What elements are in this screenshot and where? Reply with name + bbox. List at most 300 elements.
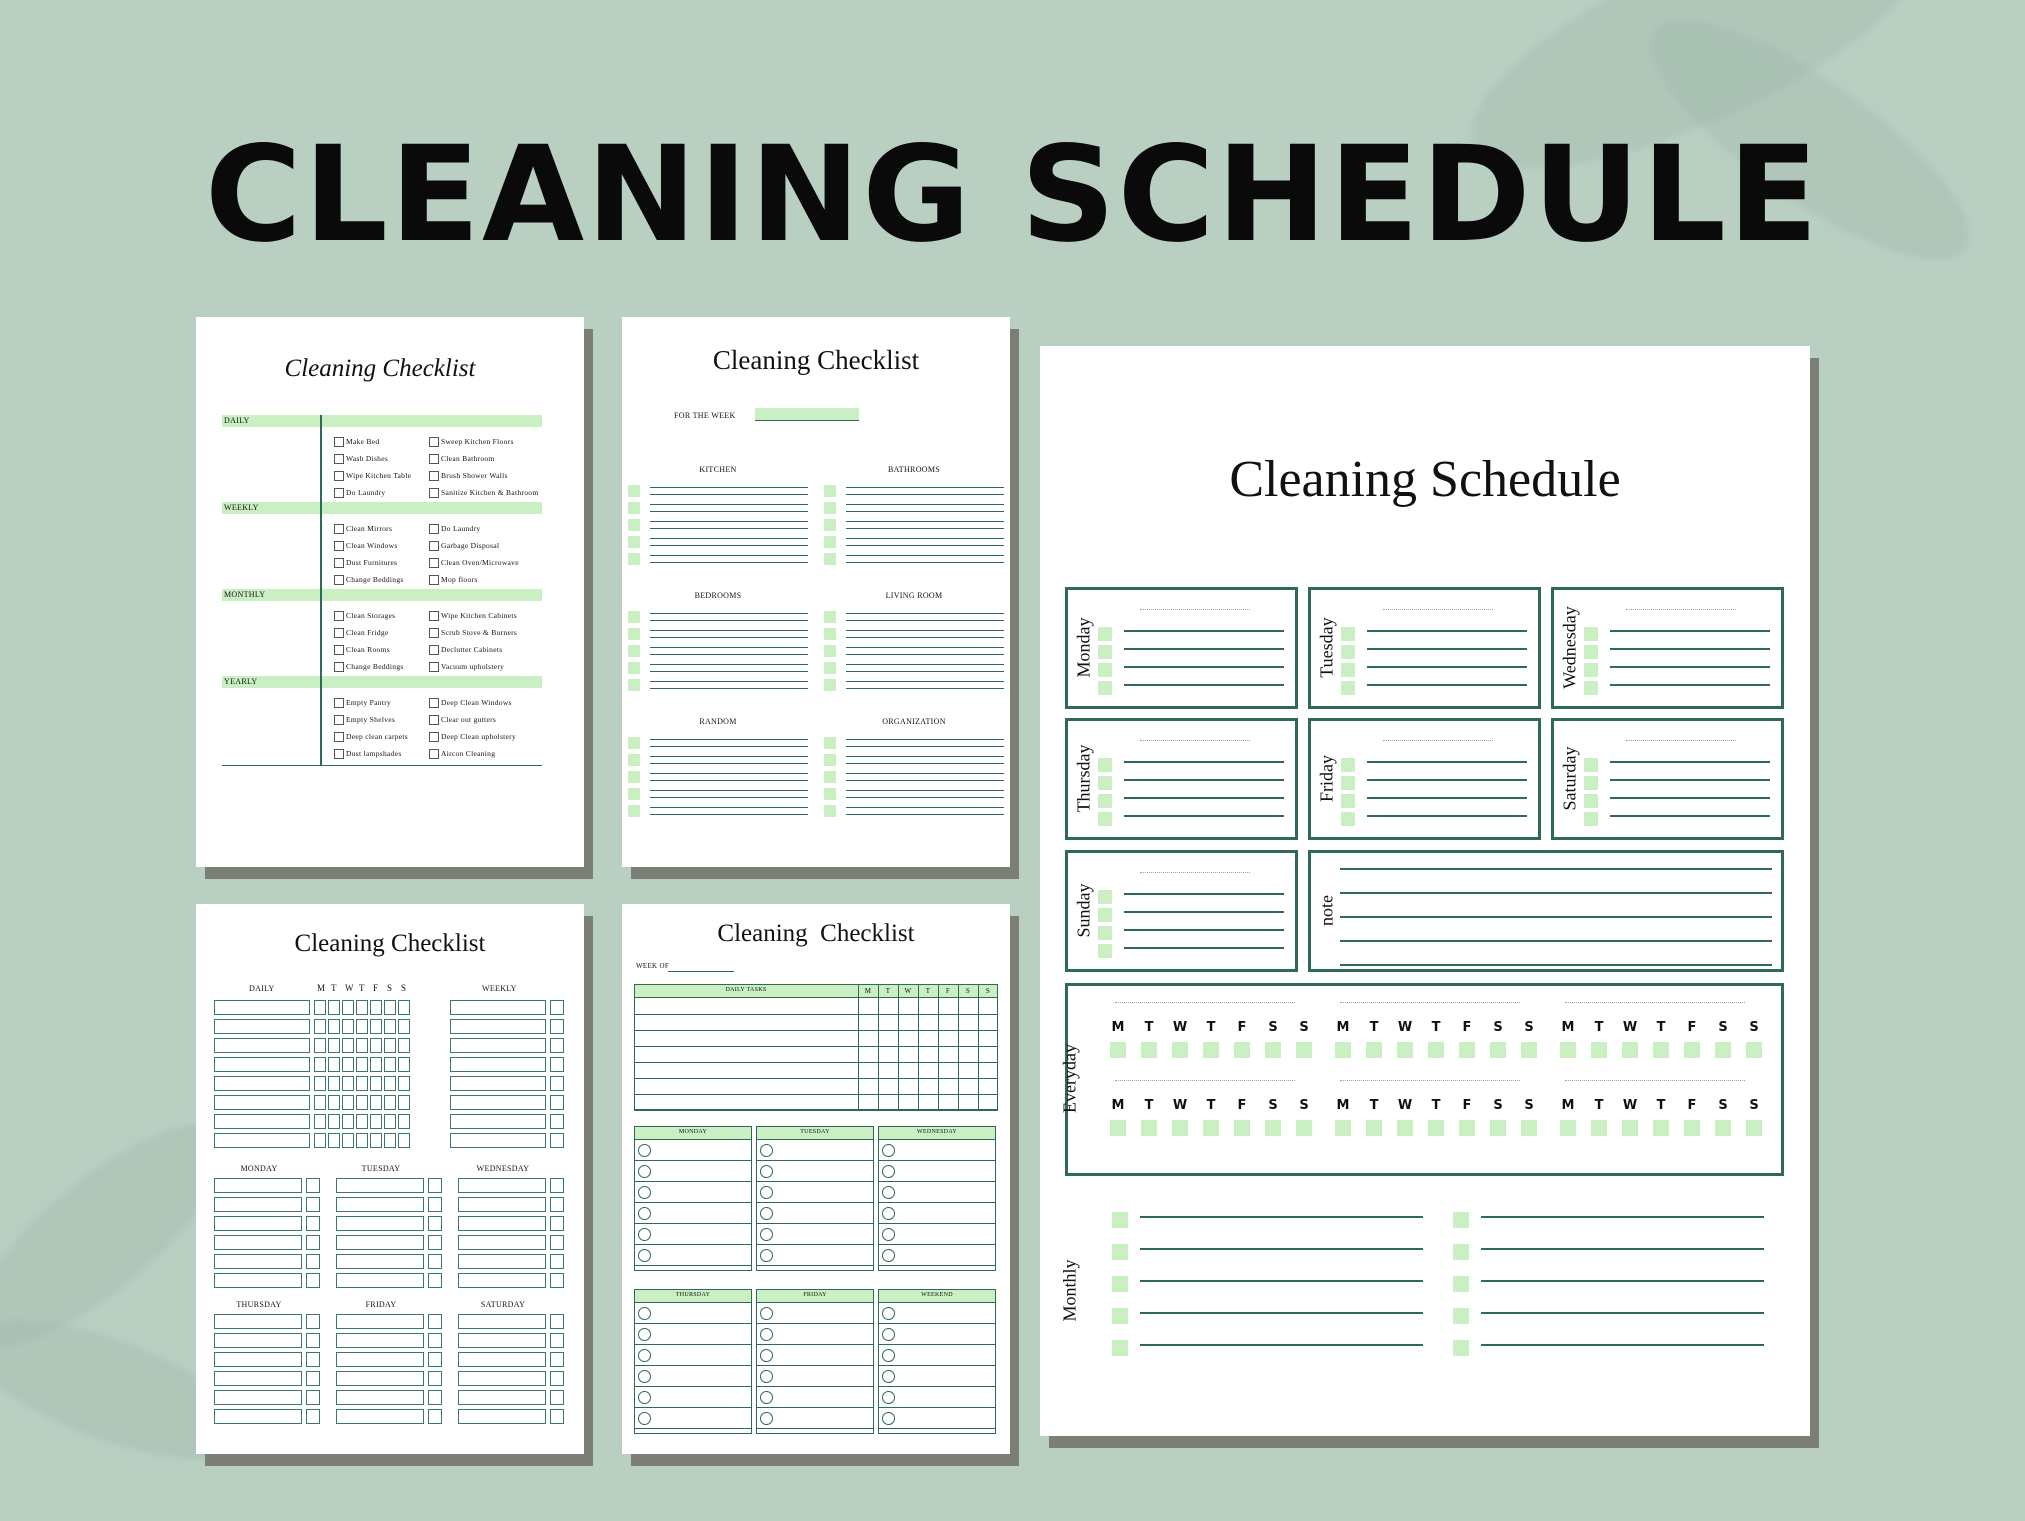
checkbox-square[interactable] bbox=[1341, 627, 1355, 641]
checkbox-square[interactable] bbox=[1098, 794, 1112, 808]
checkbox[interactable] bbox=[306, 1273, 320, 1288]
day-checkbox[interactable] bbox=[398, 1000, 410, 1015]
checkbox[interactable] bbox=[306, 1409, 320, 1424]
checkbox[interactable] bbox=[429, 541, 439, 551]
day-checkbox[interactable] bbox=[370, 1038, 382, 1053]
task-field[interactable] bbox=[336, 1235, 424, 1250]
checkbox[interactable] bbox=[334, 662, 344, 672]
task-field[interactable] bbox=[336, 1254, 424, 1269]
task-field[interactable] bbox=[214, 1038, 310, 1053]
checkbox-square[interactable] bbox=[824, 662, 836, 674]
checkbox-square[interactable] bbox=[1453, 1212, 1469, 1228]
everyday-checkbox[interactable] bbox=[1684, 1120, 1700, 1136]
checkbox[interactable] bbox=[334, 558, 344, 568]
everyday-checkbox[interactable] bbox=[1591, 1120, 1607, 1136]
checkbox-square[interactable] bbox=[628, 628, 640, 640]
checkbox[interactable] bbox=[306, 1235, 320, 1250]
checkbox-square[interactable] bbox=[1584, 681, 1598, 695]
checkbox-square[interactable] bbox=[1584, 776, 1598, 790]
everyday-checkbox[interactable] bbox=[1141, 1042, 1157, 1058]
day-checkbox[interactable] bbox=[398, 1038, 410, 1053]
checkbox-square[interactable] bbox=[1453, 1244, 1469, 1260]
task-field[interactable] bbox=[458, 1371, 546, 1386]
task-circle[interactable] bbox=[638, 1307, 651, 1320]
task-circle[interactable] bbox=[638, 1228, 651, 1241]
checkbox[interactable] bbox=[334, 524, 344, 534]
day-checkbox[interactable] bbox=[328, 1076, 340, 1091]
day-checkbox[interactable] bbox=[398, 1019, 410, 1034]
weekly-checkbox[interactable] bbox=[550, 1114, 564, 1129]
checkbox[interactable] bbox=[334, 749, 344, 759]
day-checkbox[interactable] bbox=[356, 1114, 368, 1129]
weekly-task-field[interactable] bbox=[450, 1133, 546, 1148]
task-circle[interactable] bbox=[638, 1328, 651, 1341]
checkbox-square[interactable] bbox=[1098, 776, 1112, 790]
checkbox-square[interactable] bbox=[628, 737, 640, 749]
day-checkbox[interactable] bbox=[328, 1019, 340, 1034]
day-checkbox[interactable] bbox=[384, 1114, 396, 1129]
task-field[interactable] bbox=[336, 1197, 424, 1212]
task-circle[interactable] bbox=[638, 1349, 651, 1362]
task-field[interactable] bbox=[336, 1178, 424, 1193]
checkbox[interactable] bbox=[429, 471, 439, 481]
checkbox-square[interactable] bbox=[1098, 926, 1112, 940]
checkbox-square[interactable] bbox=[824, 611, 836, 623]
checkbox-square[interactable] bbox=[628, 519, 640, 531]
checkbox[interactable] bbox=[306, 1254, 320, 1269]
checkbox[interactable] bbox=[429, 524, 439, 534]
checkbox-square[interactable] bbox=[824, 536, 836, 548]
task-circle[interactable] bbox=[882, 1249, 895, 1262]
weekly-task-field[interactable] bbox=[450, 1000, 546, 1015]
checkbox-square[interactable] bbox=[1098, 890, 1112, 904]
checkbox-square[interactable] bbox=[1341, 812, 1355, 826]
checkbox-square[interactable] bbox=[824, 788, 836, 800]
checkbox[interactable] bbox=[428, 1314, 442, 1329]
day-checkbox[interactable] bbox=[398, 1095, 410, 1110]
checkbox[interactable] bbox=[306, 1371, 320, 1386]
everyday-checkbox[interactable] bbox=[1366, 1042, 1382, 1058]
checkbox[interactable] bbox=[334, 715, 344, 725]
checkbox[interactable] bbox=[428, 1254, 442, 1269]
day-checkbox[interactable] bbox=[356, 1057, 368, 1072]
weekly-task-field[interactable] bbox=[450, 1019, 546, 1034]
day-checkbox[interactable] bbox=[328, 1114, 340, 1129]
day-checkbox[interactable] bbox=[342, 1114, 354, 1129]
checkbox[interactable] bbox=[550, 1235, 564, 1250]
everyday-checkbox[interactable] bbox=[1746, 1120, 1762, 1136]
checkbox[interactable] bbox=[429, 732, 439, 742]
day-checkbox[interactable] bbox=[384, 1076, 396, 1091]
checkbox-square[interactable] bbox=[824, 645, 836, 657]
task-field[interactable] bbox=[214, 1133, 310, 1148]
checkbox-square[interactable] bbox=[628, 611, 640, 623]
checkbox[interactable] bbox=[428, 1216, 442, 1231]
checkbox-square[interactable] bbox=[1112, 1340, 1128, 1356]
everyday-checkbox[interactable] bbox=[1521, 1042, 1537, 1058]
checkbox[interactable] bbox=[306, 1197, 320, 1212]
day-checkbox[interactable] bbox=[370, 1057, 382, 1072]
day-checkbox[interactable] bbox=[328, 1038, 340, 1053]
everyday-checkbox[interactable] bbox=[1335, 1042, 1351, 1058]
checkbox[interactable] bbox=[306, 1390, 320, 1405]
task-circle[interactable] bbox=[760, 1249, 773, 1262]
weekly-task-field[interactable] bbox=[450, 1114, 546, 1129]
task-circle[interactable] bbox=[760, 1228, 773, 1241]
checkbox[interactable] bbox=[334, 541, 344, 551]
day-checkbox[interactable] bbox=[314, 1133, 326, 1148]
task-circle[interactable] bbox=[882, 1349, 895, 1362]
checkbox[interactable] bbox=[334, 698, 344, 708]
day-checkbox[interactable] bbox=[384, 1019, 396, 1034]
task-field[interactable] bbox=[214, 1095, 310, 1110]
checkbox[interactable] bbox=[429, 575, 439, 585]
checkbox[interactable] bbox=[429, 662, 439, 672]
task-field[interactable] bbox=[458, 1352, 546, 1367]
everyday-checkbox[interactable] bbox=[1653, 1120, 1669, 1136]
task-field[interactable] bbox=[214, 1409, 302, 1424]
day-checkbox[interactable] bbox=[342, 1000, 354, 1015]
checkbox[interactable] bbox=[334, 645, 344, 655]
checkbox-square[interactable] bbox=[1098, 663, 1112, 677]
day-checkbox[interactable] bbox=[314, 1057, 326, 1072]
checkbox-square[interactable] bbox=[1098, 812, 1112, 826]
checkbox-square[interactable] bbox=[1341, 681, 1355, 695]
checkbox[interactable] bbox=[334, 611, 344, 621]
checkbox[interactable] bbox=[306, 1352, 320, 1367]
checkbox-square[interactable] bbox=[1098, 681, 1112, 695]
day-checkbox[interactable] bbox=[356, 1076, 368, 1091]
task-field[interactable] bbox=[214, 1352, 302, 1367]
week-field[interactable] bbox=[755, 408, 859, 421]
everyday-checkbox[interactable] bbox=[1746, 1042, 1762, 1058]
checkbox[interactable] bbox=[550, 1273, 564, 1288]
checkbox[interactable] bbox=[306, 1216, 320, 1231]
checkbox[interactable] bbox=[428, 1409, 442, 1424]
task-field[interactable] bbox=[214, 1114, 310, 1129]
task-circle[interactable] bbox=[882, 1370, 895, 1383]
checkbox-square[interactable] bbox=[824, 754, 836, 766]
day-checkbox[interactable] bbox=[342, 1095, 354, 1110]
everyday-checkbox[interactable] bbox=[1715, 1042, 1731, 1058]
task-circle[interactable] bbox=[760, 1307, 773, 1320]
task-circle[interactable] bbox=[638, 1370, 651, 1383]
checkbox[interactable] bbox=[429, 611, 439, 621]
checkbox-square[interactable] bbox=[1098, 645, 1112, 659]
task-circle[interactable] bbox=[638, 1144, 651, 1157]
checkbox-square[interactable] bbox=[1098, 627, 1112, 641]
everyday-checkbox[interactable] bbox=[1521, 1120, 1537, 1136]
checkbox-square[interactable] bbox=[1341, 758, 1355, 772]
checkbox-square[interactable] bbox=[824, 519, 836, 531]
task-field[interactable] bbox=[214, 1390, 302, 1405]
task-circle[interactable] bbox=[638, 1207, 651, 1220]
day-checkbox[interactable] bbox=[384, 1000, 396, 1015]
task-field[interactable] bbox=[336, 1216, 424, 1231]
task-circle[interactable] bbox=[638, 1165, 651, 1178]
weekly-checkbox[interactable] bbox=[550, 1019, 564, 1034]
day-checkbox[interactable] bbox=[314, 1076, 326, 1091]
checkbox-square[interactable] bbox=[824, 805, 836, 817]
checkbox[interactable] bbox=[550, 1254, 564, 1269]
everyday-checkbox[interactable] bbox=[1296, 1120, 1312, 1136]
checkbox-square[interactable] bbox=[1453, 1276, 1469, 1292]
checkbox-square[interactable] bbox=[824, 679, 836, 691]
checkbox-square[interactable] bbox=[628, 771, 640, 783]
task-field[interactable] bbox=[214, 1235, 302, 1250]
checkbox-square[interactable] bbox=[1098, 908, 1112, 922]
day-checkbox[interactable] bbox=[370, 1076, 382, 1091]
checkbox[interactable] bbox=[428, 1235, 442, 1250]
checkbox-square[interactable] bbox=[628, 645, 640, 657]
checkbox[interactable] bbox=[334, 575, 344, 585]
day-checkbox[interactable] bbox=[342, 1133, 354, 1148]
day-checkbox[interactable] bbox=[314, 1114, 326, 1129]
checkbox[interactable] bbox=[428, 1273, 442, 1288]
task-field[interactable] bbox=[458, 1216, 546, 1231]
checkbox[interactable] bbox=[550, 1197, 564, 1212]
checkbox[interactable] bbox=[428, 1371, 442, 1386]
checkbox[interactable] bbox=[334, 732, 344, 742]
day-checkbox[interactable] bbox=[314, 1000, 326, 1015]
task-circle[interactable] bbox=[882, 1207, 895, 1220]
everyday-checkbox[interactable] bbox=[1715, 1120, 1731, 1136]
day-checkbox[interactable] bbox=[384, 1133, 396, 1148]
checkbox[interactable] bbox=[429, 628, 439, 638]
day-checkbox[interactable] bbox=[370, 1114, 382, 1129]
everyday-checkbox[interactable] bbox=[1366, 1120, 1382, 1136]
checkbox-square[interactable] bbox=[1112, 1212, 1128, 1228]
day-checkbox[interactable] bbox=[314, 1095, 326, 1110]
day-checkbox[interactable] bbox=[342, 1038, 354, 1053]
task-circle[interactable] bbox=[760, 1165, 773, 1178]
day-checkbox[interactable] bbox=[356, 1038, 368, 1053]
weekly-checkbox[interactable] bbox=[550, 1038, 564, 1053]
checkbox-square[interactable] bbox=[628, 553, 640, 565]
checkbox[interactable] bbox=[429, 437, 439, 447]
checkbox[interactable] bbox=[428, 1352, 442, 1367]
everyday-checkbox[interactable] bbox=[1110, 1042, 1126, 1058]
weekly-task-field[interactable] bbox=[450, 1076, 546, 1091]
checkbox[interactable] bbox=[428, 1390, 442, 1405]
everyday-checkbox[interactable] bbox=[1265, 1120, 1281, 1136]
day-checkbox[interactable] bbox=[398, 1114, 410, 1129]
task-circle[interactable] bbox=[882, 1307, 895, 1320]
checkbox-square[interactable] bbox=[824, 737, 836, 749]
everyday-checkbox[interactable] bbox=[1141, 1120, 1157, 1136]
checkbox-square[interactable] bbox=[824, 771, 836, 783]
checkbox-square[interactable] bbox=[1453, 1340, 1469, 1356]
day-checkbox[interactable] bbox=[328, 1000, 340, 1015]
weekly-task-field[interactable] bbox=[450, 1095, 546, 1110]
checkbox[interactable] bbox=[334, 488, 344, 498]
task-field[interactable] bbox=[336, 1371, 424, 1386]
everyday-checkbox[interactable] bbox=[1172, 1120, 1188, 1136]
week-of-field[interactable] bbox=[668, 971, 734, 972]
checkbox-square[interactable] bbox=[1341, 645, 1355, 659]
everyday-checkbox[interactable] bbox=[1591, 1042, 1607, 1058]
everyday-checkbox[interactable] bbox=[1265, 1042, 1281, 1058]
checkbox-square[interactable] bbox=[628, 754, 640, 766]
everyday-checkbox[interactable] bbox=[1296, 1042, 1312, 1058]
task-field[interactable] bbox=[458, 1273, 546, 1288]
task-circle[interactable] bbox=[882, 1228, 895, 1241]
task-circle[interactable] bbox=[638, 1249, 651, 1262]
checkbox[interactable] bbox=[550, 1409, 564, 1424]
task-circle[interactable] bbox=[760, 1412, 773, 1425]
checkbox-square[interactable] bbox=[1098, 758, 1112, 772]
checkbox-square[interactable] bbox=[824, 553, 836, 565]
everyday-checkbox[interactable] bbox=[1428, 1042, 1444, 1058]
task-field[interactable] bbox=[214, 1371, 302, 1386]
checkbox-square[interactable] bbox=[628, 805, 640, 817]
day-checkbox[interactable] bbox=[370, 1000, 382, 1015]
day-checkbox[interactable] bbox=[356, 1133, 368, 1148]
checkbox[interactable] bbox=[550, 1390, 564, 1405]
weekly-checkbox[interactable] bbox=[550, 1076, 564, 1091]
task-circle[interactable] bbox=[638, 1186, 651, 1199]
task-field[interactable] bbox=[458, 1235, 546, 1250]
task-field[interactable] bbox=[336, 1273, 424, 1288]
checkbox[interactable] bbox=[429, 715, 439, 725]
day-checkbox[interactable] bbox=[328, 1133, 340, 1148]
task-field[interactable] bbox=[458, 1314, 546, 1329]
task-field[interactable] bbox=[214, 1019, 310, 1034]
checkbox-square[interactable] bbox=[1098, 944, 1112, 958]
everyday-checkbox[interactable] bbox=[1397, 1042, 1413, 1058]
day-checkbox[interactable] bbox=[398, 1057, 410, 1072]
weekly-task-field[interactable] bbox=[450, 1057, 546, 1072]
checkbox-square[interactable] bbox=[1584, 812, 1598, 826]
checkbox[interactable] bbox=[429, 454, 439, 464]
checkbox[interactable] bbox=[428, 1197, 442, 1212]
checkbox[interactable] bbox=[429, 645, 439, 655]
task-circle[interactable] bbox=[882, 1165, 895, 1178]
day-checkbox[interactable] bbox=[370, 1133, 382, 1148]
checkbox-square[interactable] bbox=[1112, 1308, 1128, 1324]
checkbox-square[interactable] bbox=[628, 536, 640, 548]
checkbox[interactable] bbox=[550, 1352, 564, 1367]
day-checkbox[interactable] bbox=[398, 1076, 410, 1091]
checkbox[interactable] bbox=[334, 437, 344, 447]
everyday-checkbox[interactable] bbox=[1234, 1120, 1250, 1136]
everyday-checkbox[interactable] bbox=[1172, 1042, 1188, 1058]
everyday-checkbox[interactable] bbox=[1560, 1120, 1576, 1136]
day-checkbox[interactable] bbox=[384, 1038, 396, 1053]
day-checkbox[interactable] bbox=[342, 1019, 354, 1034]
checkbox-square[interactable] bbox=[628, 662, 640, 674]
checkbox-square[interactable] bbox=[1584, 794, 1598, 808]
checkbox[interactable] bbox=[550, 1216, 564, 1231]
task-field[interactable] bbox=[214, 1197, 302, 1212]
checkbox-square[interactable] bbox=[1341, 776, 1355, 790]
checkbox[interactable] bbox=[428, 1333, 442, 1348]
day-checkbox[interactable] bbox=[370, 1019, 382, 1034]
checkbox[interactable] bbox=[429, 698, 439, 708]
checkbox-square[interactable] bbox=[1112, 1244, 1128, 1260]
task-field[interactable] bbox=[214, 1076, 310, 1091]
task-field[interactable] bbox=[214, 1216, 302, 1231]
task-field[interactable] bbox=[214, 1254, 302, 1269]
everyday-checkbox[interactable] bbox=[1203, 1120, 1219, 1136]
everyday-checkbox[interactable] bbox=[1203, 1042, 1219, 1058]
checkbox-square[interactable] bbox=[1453, 1308, 1469, 1324]
task-field[interactable] bbox=[214, 1314, 302, 1329]
checkbox[interactable] bbox=[550, 1314, 564, 1329]
task-circle[interactable] bbox=[638, 1412, 651, 1425]
everyday-checkbox[interactable] bbox=[1490, 1042, 1506, 1058]
day-checkbox[interactable] bbox=[398, 1133, 410, 1148]
checkbox-square[interactable] bbox=[1341, 663, 1355, 677]
day-checkbox[interactable] bbox=[370, 1095, 382, 1110]
task-field[interactable] bbox=[214, 1057, 310, 1072]
task-circle[interactable] bbox=[882, 1412, 895, 1425]
checkbox-square[interactable] bbox=[824, 502, 836, 514]
task-field[interactable] bbox=[458, 1254, 546, 1269]
weekly-checkbox[interactable] bbox=[550, 1057, 564, 1072]
task-field[interactable] bbox=[458, 1178, 546, 1193]
checkbox-square[interactable] bbox=[628, 679, 640, 691]
checkbox[interactable] bbox=[429, 488, 439, 498]
day-checkbox[interactable] bbox=[356, 1019, 368, 1034]
day-checkbox[interactable] bbox=[384, 1057, 396, 1072]
everyday-checkbox[interactable] bbox=[1459, 1042, 1475, 1058]
task-field[interactable] bbox=[336, 1333, 424, 1348]
task-circle[interactable] bbox=[760, 1186, 773, 1199]
task-field[interactable] bbox=[336, 1314, 424, 1329]
task-field[interactable] bbox=[214, 1178, 302, 1193]
checkbox[interactable] bbox=[428, 1178, 442, 1193]
checkbox[interactable] bbox=[306, 1314, 320, 1329]
day-checkbox[interactable] bbox=[356, 1095, 368, 1110]
task-field[interactable] bbox=[214, 1333, 302, 1348]
checkbox[interactable] bbox=[550, 1178, 564, 1193]
day-checkbox[interactable] bbox=[384, 1095, 396, 1110]
checkbox-square[interactable] bbox=[824, 628, 836, 640]
everyday-checkbox[interactable] bbox=[1622, 1042, 1638, 1058]
day-checkbox[interactable] bbox=[328, 1057, 340, 1072]
task-field[interactable] bbox=[214, 1000, 310, 1015]
task-circle[interactable] bbox=[760, 1207, 773, 1220]
checkbox[interactable] bbox=[306, 1333, 320, 1348]
task-field[interactable] bbox=[458, 1197, 546, 1212]
task-circle[interactable] bbox=[760, 1391, 773, 1404]
everyday-checkbox[interactable] bbox=[1560, 1042, 1576, 1058]
checkbox-square[interactable] bbox=[1584, 758, 1598, 772]
weekly-checkbox[interactable] bbox=[550, 1095, 564, 1110]
everyday-checkbox[interactable] bbox=[1428, 1120, 1444, 1136]
checkbox-square[interactable] bbox=[628, 788, 640, 800]
task-field[interactable] bbox=[336, 1390, 424, 1405]
checkbox[interactable] bbox=[306, 1178, 320, 1193]
everyday-checkbox[interactable] bbox=[1110, 1120, 1126, 1136]
task-field[interactable] bbox=[214, 1273, 302, 1288]
everyday-checkbox[interactable] bbox=[1397, 1120, 1413, 1136]
task-circle[interactable] bbox=[882, 1186, 895, 1199]
everyday-checkbox[interactable] bbox=[1622, 1120, 1638, 1136]
task-field[interactable] bbox=[336, 1409, 424, 1424]
task-circle[interactable] bbox=[882, 1391, 895, 1404]
checkbox-square[interactable] bbox=[1584, 663, 1598, 677]
checkbox[interactable] bbox=[429, 558, 439, 568]
task-circle[interactable] bbox=[760, 1328, 773, 1341]
checkbox[interactable] bbox=[550, 1371, 564, 1386]
task-circle[interactable] bbox=[760, 1370, 773, 1383]
day-checkbox[interactable] bbox=[314, 1019, 326, 1034]
everyday-checkbox[interactable] bbox=[1234, 1042, 1250, 1058]
everyday-checkbox[interactable] bbox=[1653, 1042, 1669, 1058]
task-field[interactable] bbox=[458, 1409, 546, 1424]
